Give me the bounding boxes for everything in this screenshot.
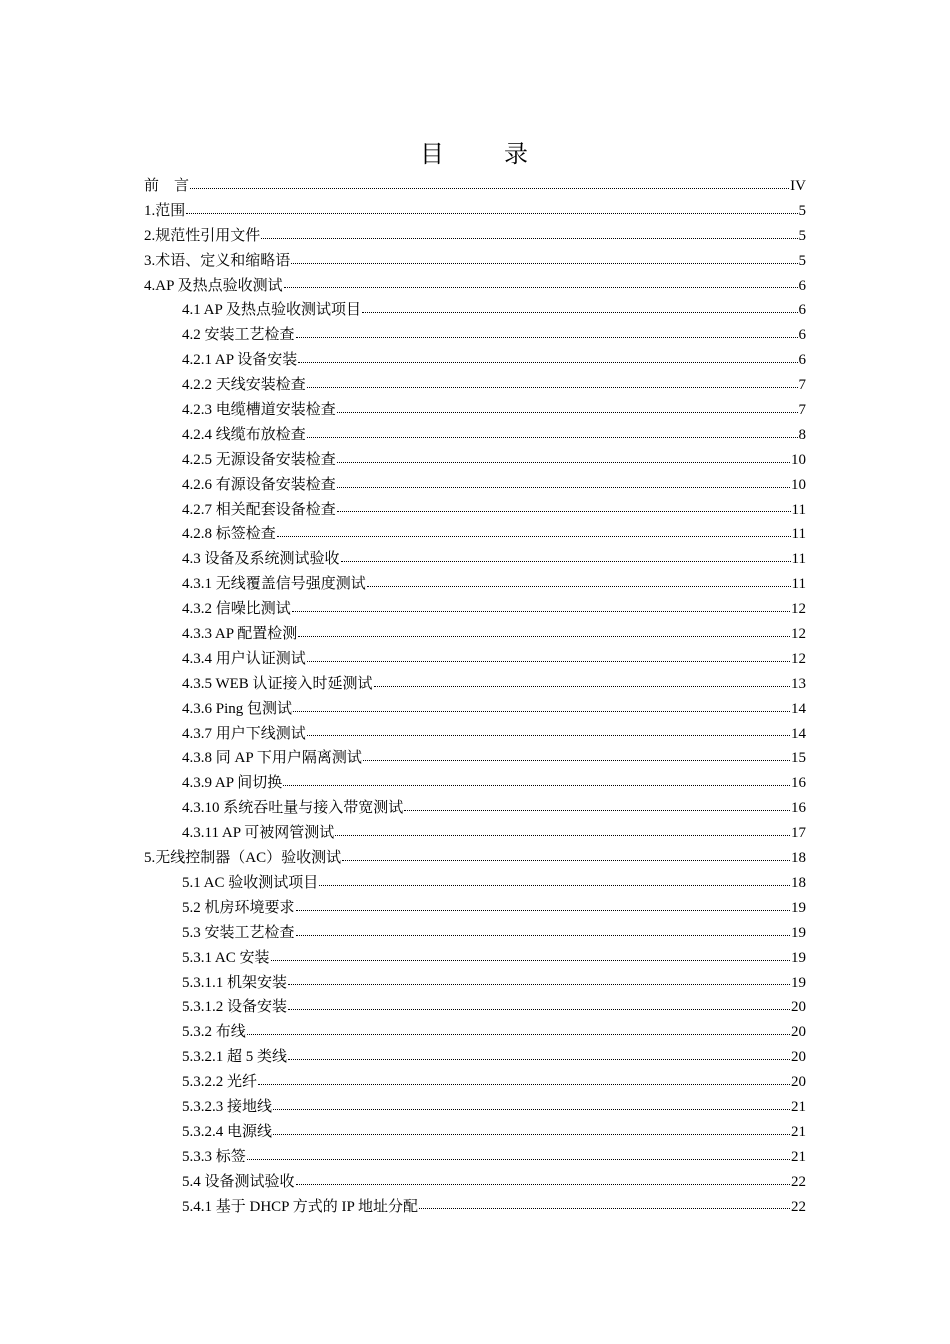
toc-dot-leader <box>307 735 790 736</box>
toc-entry[interactable] <box>144 995 806 1020</box>
toc-entry-page-number: 12 <box>791 601 806 618</box>
toc-entry[interactable] <box>144 1120 806 1145</box>
toc-dot-leader <box>186 213 797 214</box>
toc-dot-leader <box>307 387 798 388</box>
toc-title-char-2: 录 <box>504 140 530 168</box>
toc-entry-label: 5.1 AC 验收测试项目 <box>182 874 319 891</box>
toc-entry-label: 4.3.11 AP 可被网管测试 <box>182 825 335 842</box>
toc-entry[interactable] <box>144 697 806 722</box>
toc-entry[interactable] <box>144 199 806 224</box>
toc-entry[interactable] <box>144 1070 806 1095</box>
toc-entry-page-number: 5 <box>798 227 806 244</box>
toc-entry-label: 4.3.8 同 AP 下用户隔离测试 <box>182 750 362 767</box>
toc-entry[interactable] <box>144 1195 806 1220</box>
toc-entry-label: 5.3.1 AC 安装 <box>182 949 270 966</box>
toc-entry-page-number: 17 <box>791 825 806 842</box>
toc-dot-leader <box>288 1059 790 1060</box>
toc-entry[interactable] <box>144 224 806 249</box>
toc-dot-leader <box>307 437 798 438</box>
toc-entry-label: 4.2 安装工艺检查 <box>182 327 295 344</box>
toc-entry[interactable] <box>144 323 806 348</box>
toc-entry[interactable] <box>144 174 806 199</box>
toc-entry-label: 4.3.9 AP 间切换 <box>182 775 283 792</box>
toc-entry-page-number: 14 <box>791 725 806 742</box>
toc-dot-leader <box>307 661 790 662</box>
toc-dot-leader <box>273 1109 790 1110</box>
toc-dot-leader <box>190 188 789 189</box>
toc-entry-label: 4.2.8 标签检查 <box>182 526 276 543</box>
toc-dot-leader <box>288 984 790 985</box>
toc-dot-leader <box>292 611 790 612</box>
toc-entry[interactable] <box>144 423 806 448</box>
toc-entry-label: 5.无线控制器（AC）验收测试 <box>144 850 342 867</box>
toc-entry-page-number: 16 <box>791 775 806 792</box>
toc-entry-page-number: 20 <box>791 999 806 1016</box>
toc-dot-leader <box>337 511 791 512</box>
toc-dot-leader <box>277 536 791 537</box>
toc-dot-leader <box>362 312 797 313</box>
toc-entry[interactable] <box>144 946 806 971</box>
toc-entry-label: 5.3.1.2 设备安装 <box>182 999 288 1016</box>
toc-entry-label: 5.3.2.1 超 5 类线 <box>182 1049 288 1066</box>
toc-entry-page-number: 12 <box>791 650 806 667</box>
toc-entry-page-number: 19 <box>791 974 806 991</box>
toc-dot-leader <box>298 362 797 363</box>
toc-entry-label: 4.3.10 系统吞吐量与接入带宽测试 <box>182 800 404 817</box>
toc-entry[interactable] <box>144 448 806 473</box>
toc-entry-page-number: 18 <box>791 850 806 867</box>
toc-entry[interactable] <box>144 1095 806 1120</box>
toc-entry[interactable] <box>144 746 806 771</box>
toc-entry-page-number: 19 <box>791 899 806 916</box>
toc-entry-page-number: 21 <box>791 1148 806 1165</box>
toc-entry-page-number: 10 <box>791 451 806 468</box>
toc-dot-leader <box>296 910 790 911</box>
toc-dot-leader <box>363 760 790 761</box>
toc-dot-leader <box>404 810 790 811</box>
toc-dot-leader <box>319 885 790 886</box>
toc-entry-page-number: 12 <box>791 626 806 643</box>
toc-entry-label: 5.3 安装工艺检查 <box>182 924 295 941</box>
toc-entry[interactable] <box>144 672 806 697</box>
toc-entry-page-number: 6 <box>798 277 806 294</box>
toc-entry-label: 2.规范性引用文件 <box>144 227 261 244</box>
toc-dot-leader <box>419 1208 790 1209</box>
toc-entry-page-number: 22 <box>791 1173 806 1190</box>
toc-entry-label: 4.3.7 用户下线测试 <box>182 725 306 742</box>
toc-entry-label: 4.3.5 WEB 认证接入时延测试 <box>182 675 373 692</box>
toc-entry[interactable] <box>144 647 806 672</box>
toc-entry-page-number: 11 <box>791 576 806 593</box>
toc-entry-page-number: 20 <box>791 1074 806 1091</box>
toc-dot-leader <box>258 1084 790 1085</box>
toc-entry[interactable] <box>144 274 806 299</box>
toc-entry[interactable] <box>144 498 806 523</box>
toc-entry[interactable] <box>144 398 806 423</box>
toc-entry[interactable] <box>144 821 806 846</box>
toc-entry[interactable] <box>144 572 806 597</box>
toc-entry-page-number: 6 <box>798 327 806 344</box>
toc-entry-page-number: 6 <box>798 302 806 319</box>
toc-entry-label: 5.4.1 基于 DHCP 方式的 IP 地址分配 <box>182 1198 418 1215</box>
toc-entry[interactable] <box>144 348 806 373</box>
toc-entry[interactable] <box>144 473 806 498</box>
toc-entry[interactable] <box>144 597 806 622</box>
toc-entry-page-number: 11 <box>791 551 806 568</box>
toc-entry-label: 5.4 设备测试验收 <box>182 1173 295 1190</box>
toc-entry-label: 前 言 <box>144 178 190 194</box>
toc-dot-leader <box>342 860 790 861</box>
toc-entry[interactable] <box>144 722 806 747</box>
toc-entry[interactable] <box>144 622 806 647</box>
toc-entry-page-number: 19 <box>791 924 806 941</box>
toc-entry[interactable] <box>144 373 806 398</box>
toc-entry[interactable] <box>144 1145 806 1170</box>
toc-dot-leader <box>284 287 798 288</box>
toc-entry-page-number: 7 <box>798 402 806 419</box>
toc-entry-page-number: 7 <box>798 377 806 394</box>
toc-dot-leader <box>337 487 790 488</box>
toc-dot-leader <box>283 785 790 786</box>
toc-entry-page-number: IV <box>790 178 806 194</box>
toc-title-char-1: 目 <box>420 140 446 168</box>
toc-entry-page-number: 6 <box>798 352 806 369</box>
toc-entry-page-number: 21 <box>791 1123 806 1140</box>
toc-dot-leader <box>296 1184 790 1185</box>
toc-entry-page-number: 11 <box>791 526 806 543</box>
toc-entry-page-number: 22 <box>791 1198 806 1215</box>
toc-entry-label: 4.2.4 线缆布放检查 <box>182 426 306 443</box>
toc-dot-leader <box>374 686 790 687</box>
toc-entry[interactable] <box>144 249 806 274</box>
toc-dot-leader <box>261 238 797 239</box>
toc-dot-leader <box>341 561 791 562</box>
toc-dot-leader <box>247 1034 790 1035</box>
toc-entry-label: 4.3.3 AP 配置检测 <box>182 626 298 643</box>
toc-entry-label: 4.3 设备及系统测试验收 <box>182 551 340 568</box>
toc-entry-label: 4.2.2 天线安装检查 <box>182 377 306 394</box>
toc-dot-leader <box>296 935 790 936</box>
toc-entry[interactable] <box>144 1170 806 1195</box>
toc-dot-leader <box>337 462 790 463</box>
toc-entry-label: 5.2 机房环境要求 <box>182 899 295 916</box>
toc-entry[interactable] <box>144 547 806 572</box>
toc-entry-page-number: 14 <box>791 700 806 717</box>
toc-dot-leader <box>367 586 791 587</box>
toc-dot-leader <box>271 960 790 961</box>
toc-entry-label: 5.3.2.3 接地线 <box>182 1098 273 1115</box>
toc-entry-label: 5.3.2.4 电源线 <box>182 1123 273 1140</box>
toc-entry-label: 4.2.6 有源设备安装检查 <box>182 476 336 493</box>
toc-entry-label: 4.2.3 电缆槽道安装检查 <box>182 402 336 419</box>
toc-entry[interactable] <box>144 522 806 547</box>
toc-entry[interactable] <box>144 846 806 871</box>
toc-entry[interactable] <box>144 1020 806 1045</box>
toc-entry-label: 3.术语、定义和缩略语 <box>144 252 291 269</box>
toc-entry-page-number: 10 <box>791 476 806 493</box>
toc-entry-label: 5.3.2 布线 <box>182 1024 246 1041</box>
toc-entry-label: 4.2.7 相关配套设备检查 <box>182 501 336 518</box>
toc-entry-page-number: 21 <box>791 1098 806 1115</box>
toc-entry-label: 5.3.1.1 机架安装 <box>182 974 288 991</box>
toc-dot-leader <box>335 835 790 836</box>
toc-entry[interactable] <box>144 871 806 896</box>
toc-entry-page-number: 13 <box>791 675 806 692</box>
toc-dot-leader <box>247 1159 790 1160</box>
toc-entry[interactable] <box>144 1045 806 1070</box>
toc-entry-page-number: 11 <box>791 501 806 518</box>
toc-entry-label: 5.3.3 标签 <box>182 1148 246 1165</box>
toc-entry-label: 4.2.1 AP 设备安装 <box>182 352 298 369</box>
toc-entry-label: 4.3.6 Ping 包测试 <box>182 700 293 717</box>
toc-entry-label: 4.AP 及热点验收测试 <box>144 277 283 294</box>
toc-dot-leader <box>298 636 790 637</box>
toc-entry[interactable] <box>144 921 806 946</box>
toc-title <box>0 134 950 169</box>
toc-entry-page-number: 19 <box>791 949 806 966</box>
toc-entry-page-number: 20 <box>791 1049 806 1066</box>
toc-entry-label: 5.3.2.2 光纤 <box>182 1074 258 1091</box>
toc-dot-leader <box>273 1134 790 1135</box>
toc-entry-label: 4.3.1 无线覆盖信号强度测试 <box>182 576 366 593</box>
toc-entry[interactable] <box>144 771 806 796</box>
toc-entry-label: 4.1 AP 及热点验收测试项目 <box>182 302 362 319</box>
toc-entry-page-number: 15 <box>791 750 806 767</box>
toc-entry-page-number: 16 <box>791 800 806 817</box>
toc-entry-label: 4.3.2 信噪比测试 <box>182 601 291 618</box>
toc-entry-page-number: 5 <box>798 202 806 219</box>
table-of-contents <box>144 174 806 1219</box>
toc-entry-page-number: 5 <box>798 252 806 269</box>
toc-dot-leader <box>291 263 797 264</box>
toc-entry-label: 4.2.5 无源设备安装检查 <box>182 451 336 468</box>
toc-entry-page-number: 18 <box>791 874 806 891</box>
toc-entry[interactable] <box>144 796 806 821</box>
toc-entry-page-number: 20 <box>791 1024 806 1041</box>
toc-dot-leader <box>296 337 798 338</box>
toc-entry[interactable] <box>144 971 806 996</box>
toc-dot-leader <box>293 711 790 712</box>
toc-entry-label: 4.3.4 用户认证测试 <box>182 650 306 667</box>
toc-entry[interactable] <box>144 298 806 323</box>
toc-entry-label: 1.范围 <box>144 202 186 219</box>
toc-entry-page-number: 8 <box>798 426 806 443</box>
toc-entry[interactable] <box>144 896 806 921</box>
toc-dot-leader <box>288 1009 790 1010</box>
toc-dot-leader <box>337 412 798 413</box>
